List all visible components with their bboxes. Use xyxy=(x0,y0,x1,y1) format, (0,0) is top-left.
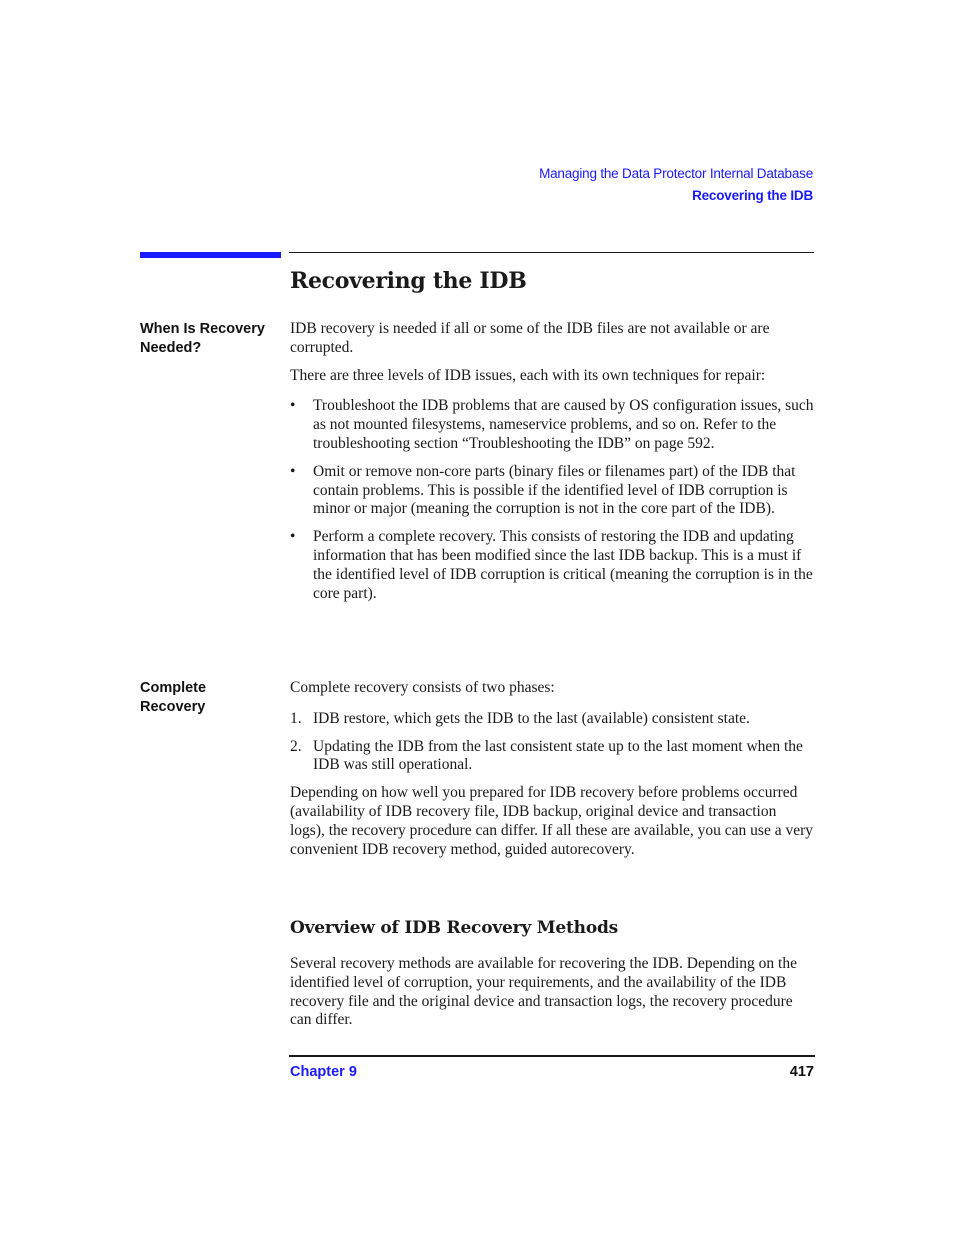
section-complete-recovery xyxy=(290,679,814,859)
side-heading-line: Complete xyxy=(140,680,207,696)
title-rule xyxy=(289,252,814,253)
list-item xyxy=(290,397,814,453)
footer-chapter: Chapter 9 xyxy=(290,1064,357,1080)
list-item xyxy=(290,710,814,729)
paragraph: IDB recovery is needed if all or some of the IDB files are not available or are corrupted. xyxy=(290,320,770,356)
side-heading-when-needed xyxy=(140,320,280,358)
issue-levels-list xyxy=(290,397,814,603)
bullet-icon: • xyxy=(290,528,296,546)
overview-heading: Overview of IDB Recovery Methods xyxy=(290,918,619,938)
paragraph: There are three levels of IDB issues, each with its own techniques for repair: xyxy=(290,366,766,384)
list-item xyxy=(290,738,814,776)
paragraph: Depending on how well you prepared for IDB recovery before problems occurred (availability of IDB recovery file, IDB backup, original device and transaction logs), the recovery procedure can differ. If all these are available, you can use a very convenient IDB recovery method, guided autorecovery. xyxy=(290,784,814,858)
paragraph: Several recovery methods are available for recovering the IDB. Depending on the identified level of corruption, your requirements, and the availability of the IDB recovery file and the original device and transaction logs, the recovery procedure can differ. xyxy=(290,955,797,1029)
side-heading-line: Needed? xyxy=(140,340,202,356)
list-item-text: Perform a complete recovery. This consists of restoring the IDB and updating information that has been modified since the last IDB backup. This is a must if the identified level of IDB corruption is critical (meaning the corruption is in the core part). xyxy=(313,528,813,602)
running-head-chapter: Managing the Data Protector Internal Database xyxy=(539,166,813,181)
title-accent-bar xyxy=(140,252,281,258)
list-item xyxy=(290,463,814,519)
section-when-needed xyxy=(290,320,814,603)
page-title: Recovering the IDB xyxy=(290,268,527,294)
running-head-section: Recovering the IDB xyxy=(692,188,813,203)
footer-rule xyxy=(289,1055,815,1057)
bullet-icon: • xyxy=(290,397,296,415)
recovery-phases-list xyxy=(290,710,814,775)
page-number: 417 xyxy=(789,1064,814,1080)
list-item-text: IDB restore, which gets the IDB to the last (available) consistent state. xyxy=(313,709,750,727)
list-item-text: Troubleshoot the IDB problems that are caused by OS configuration issues, such as not mounted filesystems, nameservice problems, and so on. Refer to the troubleshooting section “Troubleshooting the IDB” on page 592. xyxy=(313,397,814,452)
step-number: 1. xyxy=(290,709,302,727)
side-heading-complete-recovery xyxy=(140,679,280,717)
list-item-text: Omit or remove non-core parts (binary files or filenames part) of the IDB that contain problems. This is possible if the identified level of IDB corruption is minor or major (meaning the corruption is not in the core part of the IDB). xyxy=(313,462,796,518)
list-item xyxy=(290,528,814,603)
bullet-icon: • xyxy=(290,462,296,480)
list-item-text: Updating the IDB from the last consistent state up to the last moment when the IDB was still operational. xyxy=(313,737,803,774)
paragraph: Complete recovery consists of two phases: xyxy=(290,679,555,696)
step-number: 2. xyxy=(290,737,302,755)
side-heading-line: When Is Recovery xyxy=(140,321,265,337)
side-heading-line: Recovery xyxy=(140,699,206,715)
section-overview xyxy=(290,955,814,1030)
